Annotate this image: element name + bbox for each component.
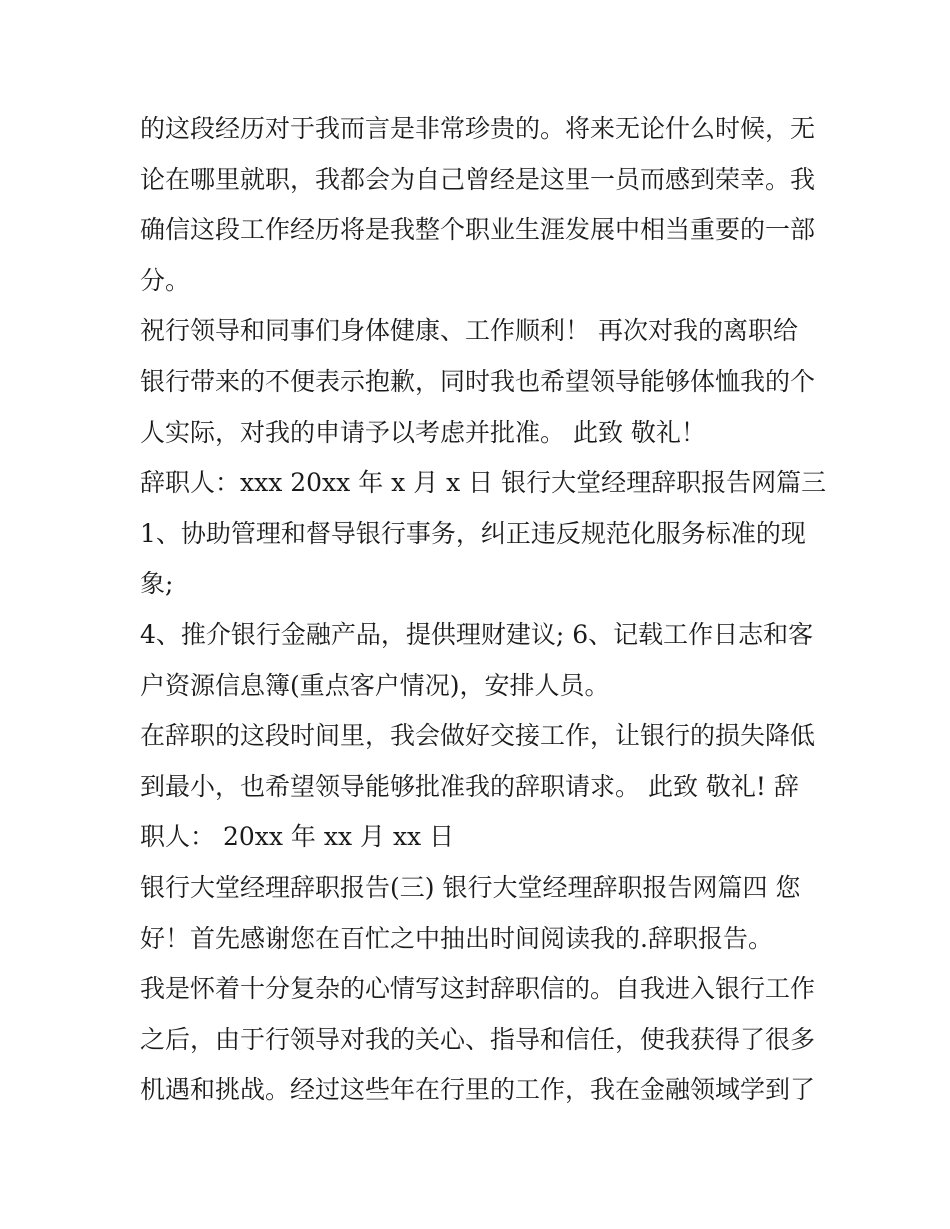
text-line: 我是怀着十分复杂的心情写这封辞职信的。自我进入银行工作 xyxy=(140,974,816,1004)
text-line: 在辞职的这段时间里，我会做好交接工作，让银行的损失降低 xyxy=(140,721,816,751)
text-line: 祝行领导和同事们身体健康、工作顺利！ 再次对我的离职给 xyxy=(140,316,798,346)
text-line: 确信这段工作经历将是我整个职业生涯发展中相当重要的一部 xyxy=(140,215,816,245)
paragraph-gratitude-closing xyxy=(140,104,816,306)
paragraph-duty-1 xyxy=(140,509,812,610)
text-line: 1、协助管理和督导银行事务，纠正违反规范化服务标准的现 xyxy=(140,518,806,548)
text-line: 职人： 20xx 年 xx 月 xx 日 xyxy=(140,822,455,852)
text-line: 象; xyxy=(140,569,174,599)
text-line: 之后，由于行领导对我的关心、指导和信任，使我获得了很多 xyxy=(140,1024,816,1054)
text-line: 户资源信息簿(重点客户情况)，安排人员。 xyxy=(140,670,610,700)
text-line: 好！首先感谢您在百忙之中抽出时间阅读我的.辞职报告。 xyxy=(140,923,773,953)
text-line: 4、推介银行金融产品，提供理财建议; 6、记载工作日志和客 xyxy=(140,619,814,649)
paragraph-duty-4-6 xyxy=(140,610,812,711)
paragraph-resignation-intro xyxy=(140,964,816,1116)
paragraph-signature-heading xyxy=(140,458,827,509)
paragraph-handover xyxy=(140,711,816,863)
text-line: 分。 xyxy=(140,265,191,295)
text-line: 人实际，对我的申请予以考虑并批准。 此致 敬礼！ xyxy=(140,417,706,447)
text-line: 机遇和挑战。经过这些年在行里的工作，我在金融领域学到了 xyxy=(140,1075,816,1105)
text-line: 辞职人：xxx 20xx 年 x 月 x 日 银行大堂经理辞职报告网篇三 xyxy=(140,468,827,498)
paragraph-report-four-heading xyxy=(140,863,812,964)
document-body xyxy=(140,104,827,1116)
text-line: 银行大堂经理辞职报告(三) 银行大堂经理辞职报告网篇四 您 xyxy=(140,872,801,902)
paragraph-wishes xyxy=(140,306,816,458)
text-line: 银行带来的不便表示抱歉，同时我也希望领导能够体恤我的个 xyxy=(140,366,816,396)
text-line: 论在哪里就职，我都会为自己曾经是这里一员而感到荣幸。我 xyxy=(140,164,816,194)
text-line: 到最小，也希望领导能够批准我的辞职请求。 此致 敬礼! 辞 xyxy=(140,771,799,801)
text-line: 的这段经历对于我而言是非常珍贵的。将来无论什么时候，无 xyxy=(140,114,816,143)
